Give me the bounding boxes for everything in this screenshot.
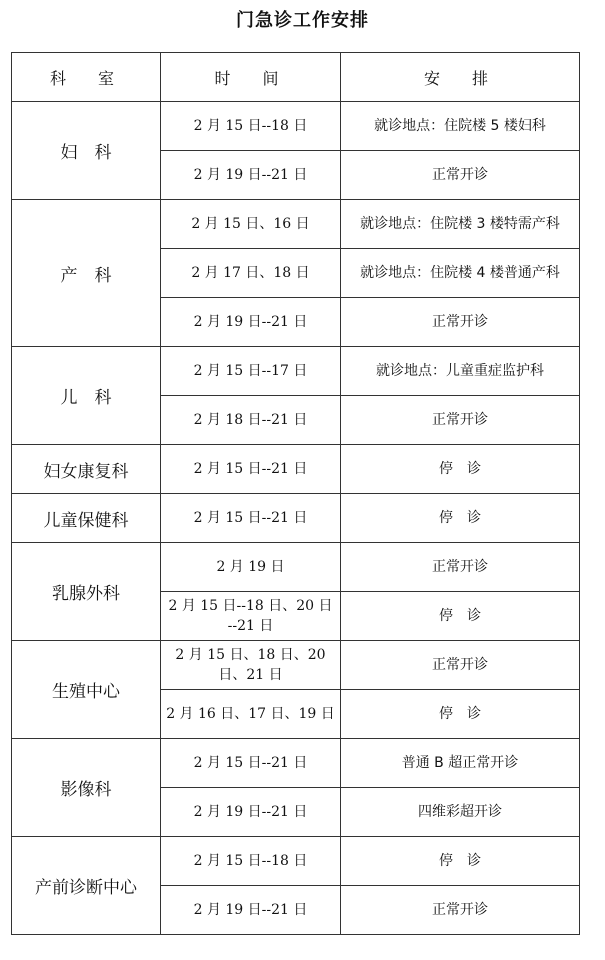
arrangement-cell: 就诊地点：住院楼 5 楼妇科: [341, 102, 580, 151]
department-reproductive-center: 生殖中心: [12, 641, 161, 739]
time-cell: 2 月 19 日--21 日: [161, 151, 341, 200]
arrangement-cell: 正常开诊: [341, 886, 580, 935]
table-row: [12, 445, 580, 494]
time-cell: 2 月 15 日--18 日: [161, 102, 341, 151]
time-cell: 2 月 15 日--21 日: [161, 445, 341, 494]
arrangement-cell: 停 诊: [341, 592, 580, 641]
department-child-health: 儿童保健科: [12, 494, 161, 543]
arrangement-cell: 正常开诊: [341, 396, 580, 445]
arrangement-cell: 停 诊: [341, 690, 580, 739]
table-header-row: [12, 53, 580, 102]
time-cell: 2 月 16 日、17 日、19 日: [161, 690, 341, 739]
table-row: [12, 739, 580, 788]
time-cell: 2 月 17 日、18 日: [161, 249, 341, 298]
table-row: [12, 837, 580, 886]
arrangement-cell: 正常开诊: [341, 151, 580, 200]
department-gynecology: 妇 科: [12, 102, 161, 200]
time-cell: 2 月 15 日、16 日: [161, 200, 341, 249]
table-row: [12, 102, 580, 151]
arrangement-cell: 就诊地点：住院楼 4 楼普通产科: [341, 249, 580, 298]
department-pediatrics: 儿 科: [12, 347, 161, 445]
time-cell: 2 月 19 日: [161, 543, 341, 592]
department-obstetrics: 产 科: [12, 200, 161, 347]
arrangement-cell: 就诊地点：儿童重症监护科: [341, 347, 580, 396]
header-department: 科 室: [12, 53, 161, 102]
time-cell: 2 月 19 日--21 日: [161, 298, 341, 347]
arrangement-cell: 正常开诊: [341, 298, 580, 347]
table-row: [12, 494, 580, 543]
arrangement-cell: 停 诊: [341, 837, 580, 886]
schedule-table: [11, 52, 580, 935]
header-arrangement: 安 排: [341, 53, 580, 102]
table-row: [12, 347, 580, 396]
table-row: [12, 543, 580, 592]
time-cell: 2 月 15 日、18 日、20 日、21 日: [161, 641, 341, 690]
time-cell: 2 月 19 日--21 日: [161, 886, 341, 935]
time-cell: 2 月 18 日--21 日: [161, 396, 341, 445]
page-title: 门急诊工作安排: [236, 10, 369, 31]
arrangement-cell: 就诊地点：住院楼 3 楼特需产科: [341, 200, 580, 249]
table-row: [12, 641, 580, 690]
time-cell: 2 月 15 日--21 日: [161, 494, 341, 543]
arrangement-cell: 停 诊: [341, 494, 580, 543]
header-time: 时 间: [161, 53, 341, 102]
arrangement-cell: 四维彩超开诊: [341, 788, 580, 837]
department-imaging: 影像科: [12, 739, 161, 837]
time-cell: 2 月 15 日--18 日、20 日 --21 日: [161, 592, 341, 641]
time-cell: 2 月 15 日--17 日: [161, 347, 341, 396]
time-cell: 2 月 15 日--21 日: [161, 739, 341, 788]
department-breast-surgery: 乳腺外科: [12, 543, 161, 641]
arrangement-cell: 正常开诊: [341, 543, 580, 592]
arrangement-cell: 普通 B 超正常开诊: [341, 739, 580, 788]
arrangement-cell: 正常开诊: [341, 641, 580, 690]
time-cell: 2 月 19 日--21 日: [161, 788, 341, 837]
arrangement-cell: 停 诊: [341, 445, 580, 494]
time-cell: 2 月 15 日--18 日: [161, 837, 341, 886]
department-prenatal-diagnosis: 产前诊断中心: [12, 837, 161, 935]
table-row: [12, 200, 580, 249]
department-women-rehabilitation: 妇女康复科: [12, 445, 161, 494]
